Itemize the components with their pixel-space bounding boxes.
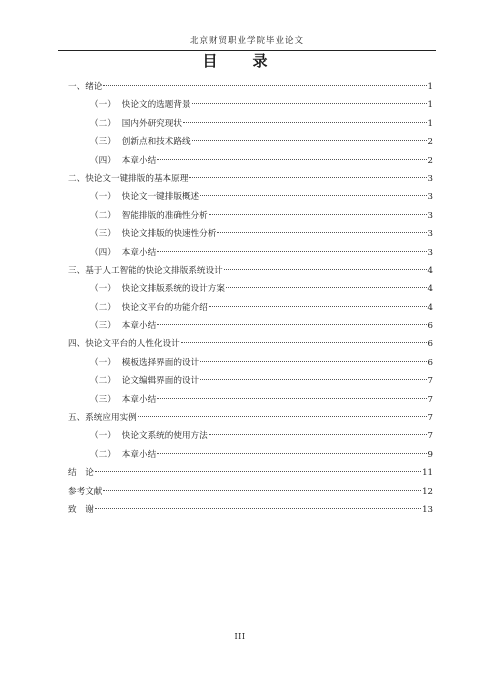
toc-entry-label: 快论文平台的功能介绍	[121, 302, 208, 313]
toc-entry-number: （一）	[90, 284, 116, 295]
toc-entry[interactable]	[68, 207, 433, 225]
toc-entry-page: 7	[427, 431, 433, 442]
toc-entry-title	[68, 464, 94, 482]
toc-entry-label: 快论文一键排版概述	[121, 192, 200, 203]
toc-entry-title	[68, 262, 223, 280]
toc-entry-label: 二、快论文一键排版的基本原理	[68, 173, 189, 184]
toc-entry-page: 13	[422, 504, 433, 515]
table-of-contents	[68, 78, 433, 519]
toc-entry-number: （一）	[90, 357, 116, 368]
toc-entry[interactable]	[68, 115, 433, 133]
toc-entry-label: 本章小结	[121, 321, 157, 332]
toc-entry-page: 3	[427, 229, 433, 240]
toc-entry[interactable]	[68, 262, 433, 280]
toc-entry[interactable]	[68, 335, 433, 353]
toc-entry[interactable]	[68, 501, 433, 519]
toc-entry-page: 4	[427, 302, 433, 313]
toc-leader-dots	[103, 85, 426, 86]
toc-entry-number: （二）	[90, 376, 116, 387]
toc-entry-title	[90, 372, 199, 390]
toc-entry[interactable]	[68, 188, 433, 206]
toc-entry-page: 7	[427, 376, 433, 387]
toc-entry[interactable]	[68, 133, 433, 151]
toc-entry-page: 11	[422, 468, 433, 479]
toc-entry-number: （一）	[90, 431, 116, 442]
toc-entry-label: 三、基于人工智能的快论文排版系统设计	[68, 265, 223, 276]
toc-entry-label: 五、系统应用实例	[68, 413, 137, 424]
toc-entry-page: 12	[422, 486, 433, 497]
toc-leader-dots	[157, 453, 426, 454]
toc-entry-number: （一）	[90, 100, 116, 111]
toc-entry-title	[90, 446, 156, 464]
toc-entry-page: 4	[427, 284, 433, 295]
toc-entry-label: 参考文献	[68, 486, 103, 497]
toc-leader-dots	[157, 251, 426, 252]
toc-entry-label: 结 论	[68, 468, 94, 479]
toc-entry-label: 快论文排版系统的设计方案	[121, 284, 225, 295]
toc-entry[interactable]	[68, 372, 433, 390]
toc-leader-dots	[200, 379, 426, 380]
toc-entry-page: 3	[427, 173, 433, 184]
toc-entry-page: 7	[427, 413, 433, 424]
toc-entry[interactable]	[68, 244, 433, 262]
toc-entry-page: 3	[427, 192, 433, 203]
toc-entry-title	[90, 133, 191, 151]
toc-entry[interactable]	[68, 427, 433, 445]
toc-entry-title	[68, 335, 180, 353]
toc-entry[interactable]	[68, 446, 433, 464]
toc-entry[interactable]	[68, 280, 433, 298]
toc-entry-label: 致 谢	[68, 504, 94, 515]
toc-entry-page: 1	[427, 82, 433, 92]
toc-entry-page: 1	[427, 118, 433, 129]
toc-entry-page: 3	[427, 210, 433, 221]
toc-entry-title	[90, 354, 199, 372]
page-number: III	[234, 632, 246, 641]
toc-entry-page: 4	[427, 265, 433, 276]
toc-leader-dots	[157, 398, 426, 399]
toc-entry[interactable]	[68, 299, 433, 317]
toc-entry-number: （三）	[90, 394, 116, 405]
toc-leader-dots	[181, 342, 427, 343]
toc-entry-title	[90, 225, 216, 243]
toc-entry-number: （二）	[90, 449, 116, 460]
toc-leader-dots	[209, 306, 427, 307]
toc-entry-title	[90, 280, 225, 298]
toc-entry[interactable]	[68, 409, 433, 427]
toc-entry-page: 6	[427, 321, 433, 332]
toc-entry-page: 3	[427, 247, 433, 258]
toc-entry[interactable]	[68, 96, 433, 114]
toc-leader-dots	[192, 140, 427, 141]
toc-entry-number: （三）	[90, 321, 116, 332]
toc-entry[interactable]	[68, 391, 433, 409]
toc-entry-title	[90, 244, 156, 262]
toc-leader-dots	[183, 122, 427, 123]
toc-leader-dots	[217, 232, 426, 233]
toc-leader-dots	[157, 324, 426, 325]
toc-entry-label: 本章小结	[121, 449, 157, 460]
toc-entry-page: 7	[427, 394, 433, 405]
toc-entry-label: 本章小结	[121, 247, 157, 258]
toc-entry[interactable]	[68, 483, 433, 501]
toc-entry[interactable]	[68, 464, 433, 482]
toc-entry-title	[90, 152, 156, 170]
toc-entry-label: 模板选择界面的设计	[121, 357, 200, 368]
toc-entry-label: 本章小结	[121, 394, 157, 405]
toc-entry-title	[68, 78, 102, 96]
toc-entry[interactable]	[68, 78, 433, 96]
toc-leader-dots	[95, 508, 421, 509]
toc-leader-dots	[209, 434, 427, 435]
toc-leader-dots	[189, 177, 426, 178]
toc-entry-label: 本章小结	[121, 155, 157, 166]
toc-entry-label: 创新点和技术路线	[121, 137, 191, 148]
toc-entry-title	[90, 317, 156, 335]
toc-entry[interactable]	[68, 317, 433, 335]
toc-entry[interactable]	[68, 152, 433, 170]
toc-entry-title	[68, 501, 94, 519]
toc-entry-title	[68, 483, 102, 501]
toc-entry-page: 2	[427, 137, 433, 148]
toc-entry-title	[90, 207, 208, 225]
toc-entry[interactable]	[68, 225, 433, 243]
toc-entry-title	[68, 170, 188, 188]
toc-entry-label: 快论文的选题背景	[121, 100, 191, 111]
toc-leader-dots	[226, 287, 427, 288]
toc-entry-label: 四、快论文平台的人性化设计	[68, 339, 180, 350]
toc-entry-number: （三）	[90, 229, 116, 240]
toc-entry[interactable]	[68, 354, 433, 372]
toc-entry-title	[90, 96, 191, 114]
toc-leader-dots	[192, 103, 427, 104]
toc-entry-number: （三）	[90, 137, 116, 148]
toc-entry-title	[90, 188, 199, 206]
toc-leader-dots	[224, 269, 427, 270]
toc-entry-number: （四）	[90, 247, 116, 258]
toc-entry-page: 9	[427, 449, 433, 460]
running-header: 北京财贸职业学院毕业论文	[189, 36, 304, 46]
toc-entry-number: （二）	[90, 302, 116, 313]
toc-entry-label: 快论文系统的使用方法	[121, 431, 208, 442]
toc-entry-title	[90, 391, 156, 409]
toc-leader-dots	[95, 471, 421, 472]
toc-entry-number: （一）	[90, 192, 116, 203]
toc-entry-page: 2	[427, 155, 433, 166]
toc-title: 目 录	[202, 52, 278, 70]
toc-entry-number: （二）	[90, 210, 116, 221]
toc-entry-title	[90, 115, 182, 133]
toc-entry-page: 6	[427, 357, 433, 368]
toc-entry-page: 6	[427, 339, 433, 350]
toc-entry-title	[68, 409, 137, 427]
toc-leader-dots	[200, 195, 426, 196]
toc-entry-page: 1	[427, 100, 433, 111]
toc-entry-label: 快论文排版的快速性分析	[121, 229, 217, 240]
toc-leader-dots	[209, 214, 427, 215]
toc-entry[interactable]	[68, 170, 433, 188]
toc-leader-dots	[157, 159, 426, 160]
toc-entry-title	[90, 299, 208, 317]
toc-entry-title	[90, 427, 208, 445]
toc-entry-label: 国内外研究现状	[121, 118, 182, 129]
toc-entry-number: （二）	[90, 118, 116, 129]
toc-leader-dots	[200, 361, 426, 362]
toc-entry-label: 一、绪论	[68, 82, 103, 92]
toc-leader-dots	[103, 490, 421, 491]
toc-leader-dots	[138, 416, 427, 417]
toc-entry-number: （四）	[90, 155, 116, 166]
toc-entry-label: 智能排版的准确性分析	[121, 210, 208, 221]
toc-entry-label: 论文编辑界面的设计	[121, 376, 200, 387]
